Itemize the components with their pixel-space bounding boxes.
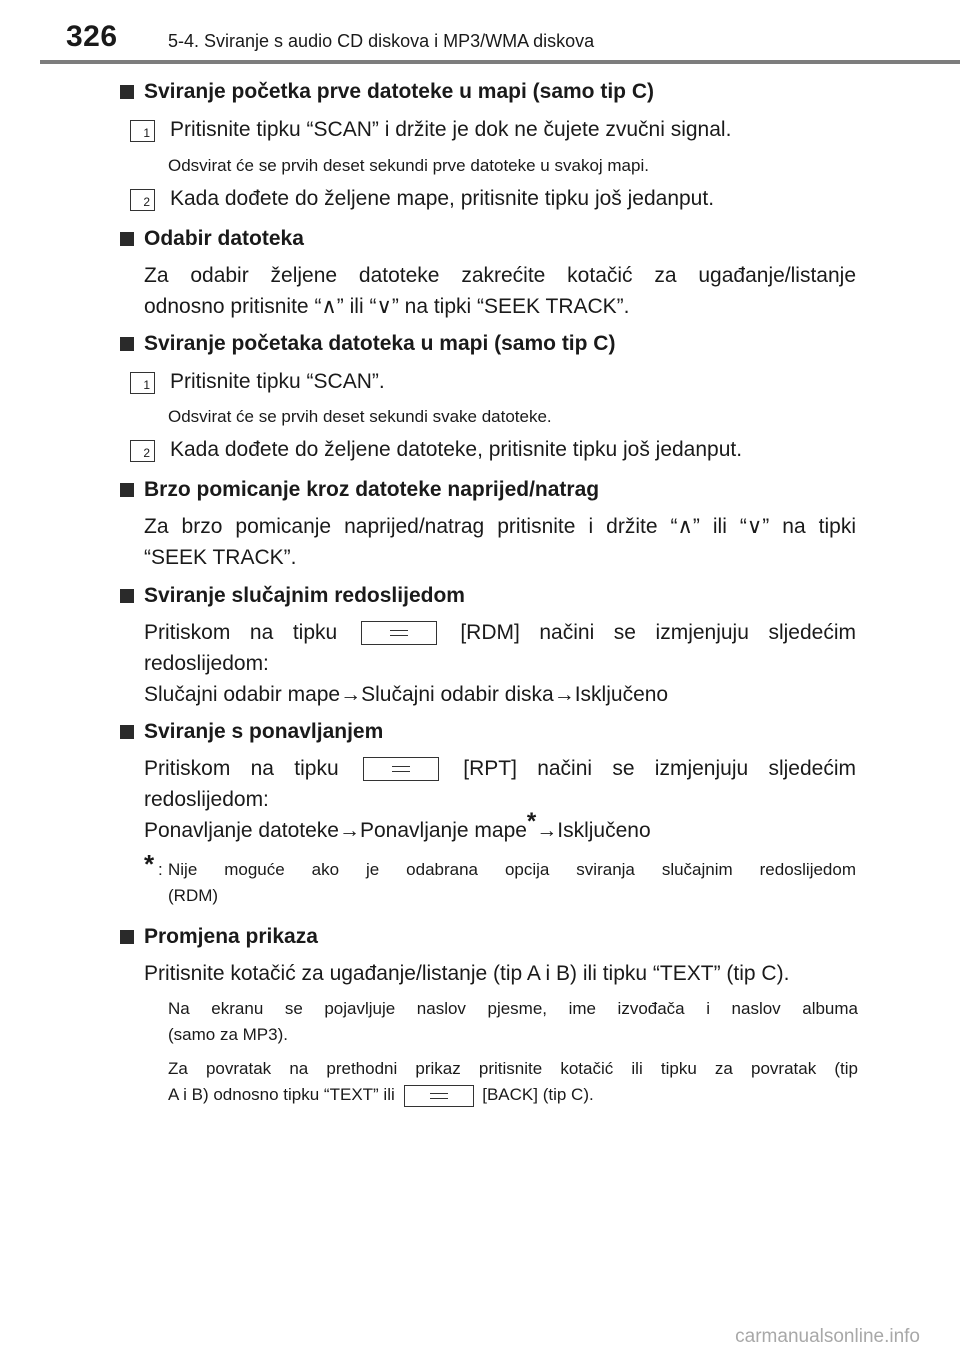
note-text: Odsvirat će se prvih deset sekundi svake datoteke.: [168, 407, 552, 426]
rdm-button-icon: [361, 621, 437, 645]
step-text: Kada dođete do željene mape, pritisnite tipku još jedanput.: [170, 187, 715, 210]
header-rule: [40, 60, 960, 64]
bullet-square-icon: [120, 483, 134, 497]
paragraph: Za brzo pomicanje naprijed/natrag pritisnite i držite “∧” ili “∨” na tipki “SEEK TRACK”.: [144, 515, 856, 569]
step-text: Pritisnite tipku “SCAN” i držite je dok ne čujete zvučni signal.: [170, 118, 732, 141]
note-text: Na ekranu se pojavljuje naslov pjesme, ime izvođača i naslov albuma (samo za MP3).: [168, 999, 858, 1044]
bullet-square-icon: [120, 232, 134, 246]
bullet-square-icon: [120, 930, 134, 944]
step-text: Pritisnite tipku “SCAN”.: [170, 370, 385, 393]
page-number: 326: [66, 20, 118, 53]
note-text: Za povratak na prethodni prikaz pritisnite kotačić ili tipku za povratak (tip A i B) odnosno tipku “TEXT” ili [BACK] (tip C).: [168, 1056, 858, 1108]
paragraph: Za odabir željene datoteke zakrećite kotačić za ugađanje/listanje odnosno pritisnite “∧” ili “∨” na tipki “SEEK TRACK”.: [144, 264, 856, 318]
bullet-square-icon: [120, 725, 134, 739]
step-number-badge: 1: [130, 120, 155, 142]
bullet-square-icon: [120, 589, 134, 603]
paragraph: Pritiskom na tipku [RPT] načini se izmjenjuju sljedećim redoslijedom: Ponavljanje datoteke→Ponavljanje mape*→Isključeno: [144, 757, 856, 842]
note-text: Odsvirat će se prvih deset sekundi prve datoteke u svakoj mapi.: [168, 156, 649, 175]
rpt-button-icon: [363, 757, 439, 781]
paragraph: Pritisnite kotačić za ugađanje/listanje (tip A i B) ili tipku “TEXT” (tip C).: [144, 962, 790, 985]
page-header: [0, 0, 960, 62]
watermark: carmanualsonline.info: [735, 1326, 920, 1347]
back-button-icon: [404, 1085, 474, 1107]
footnote-marker: *: [526, 808, 537, 835]
step-text: Kada dođete do željene datoteke, pritisnite tipku još jedanput.: [170, 438, 743, 461]
step-number-badge: 1: [130, 372, 155, 394]
bullet-square-icon: [120, 337, 134, 351]
step-number-badge: 2: [130, 440, 155, 462]
step-number-badge: 2: [130, 189, 155, 211]
paragraph: Pritiskom na tipku [RDM] načini se izmjenjuju sljedećim redoslijedom: Slučajni odabir mape→Slučajni odabir diska→Isključeno: [144, 621, 856, 706]
bullet-square-icon: [120, 85, 134, 99]
chapter-title: 5-4. Sviranje s audio CD diskova i MP3/WMA diskova: [168, 31, 595, 51]
footnote-star: *: [144, 849, 155, 879]
